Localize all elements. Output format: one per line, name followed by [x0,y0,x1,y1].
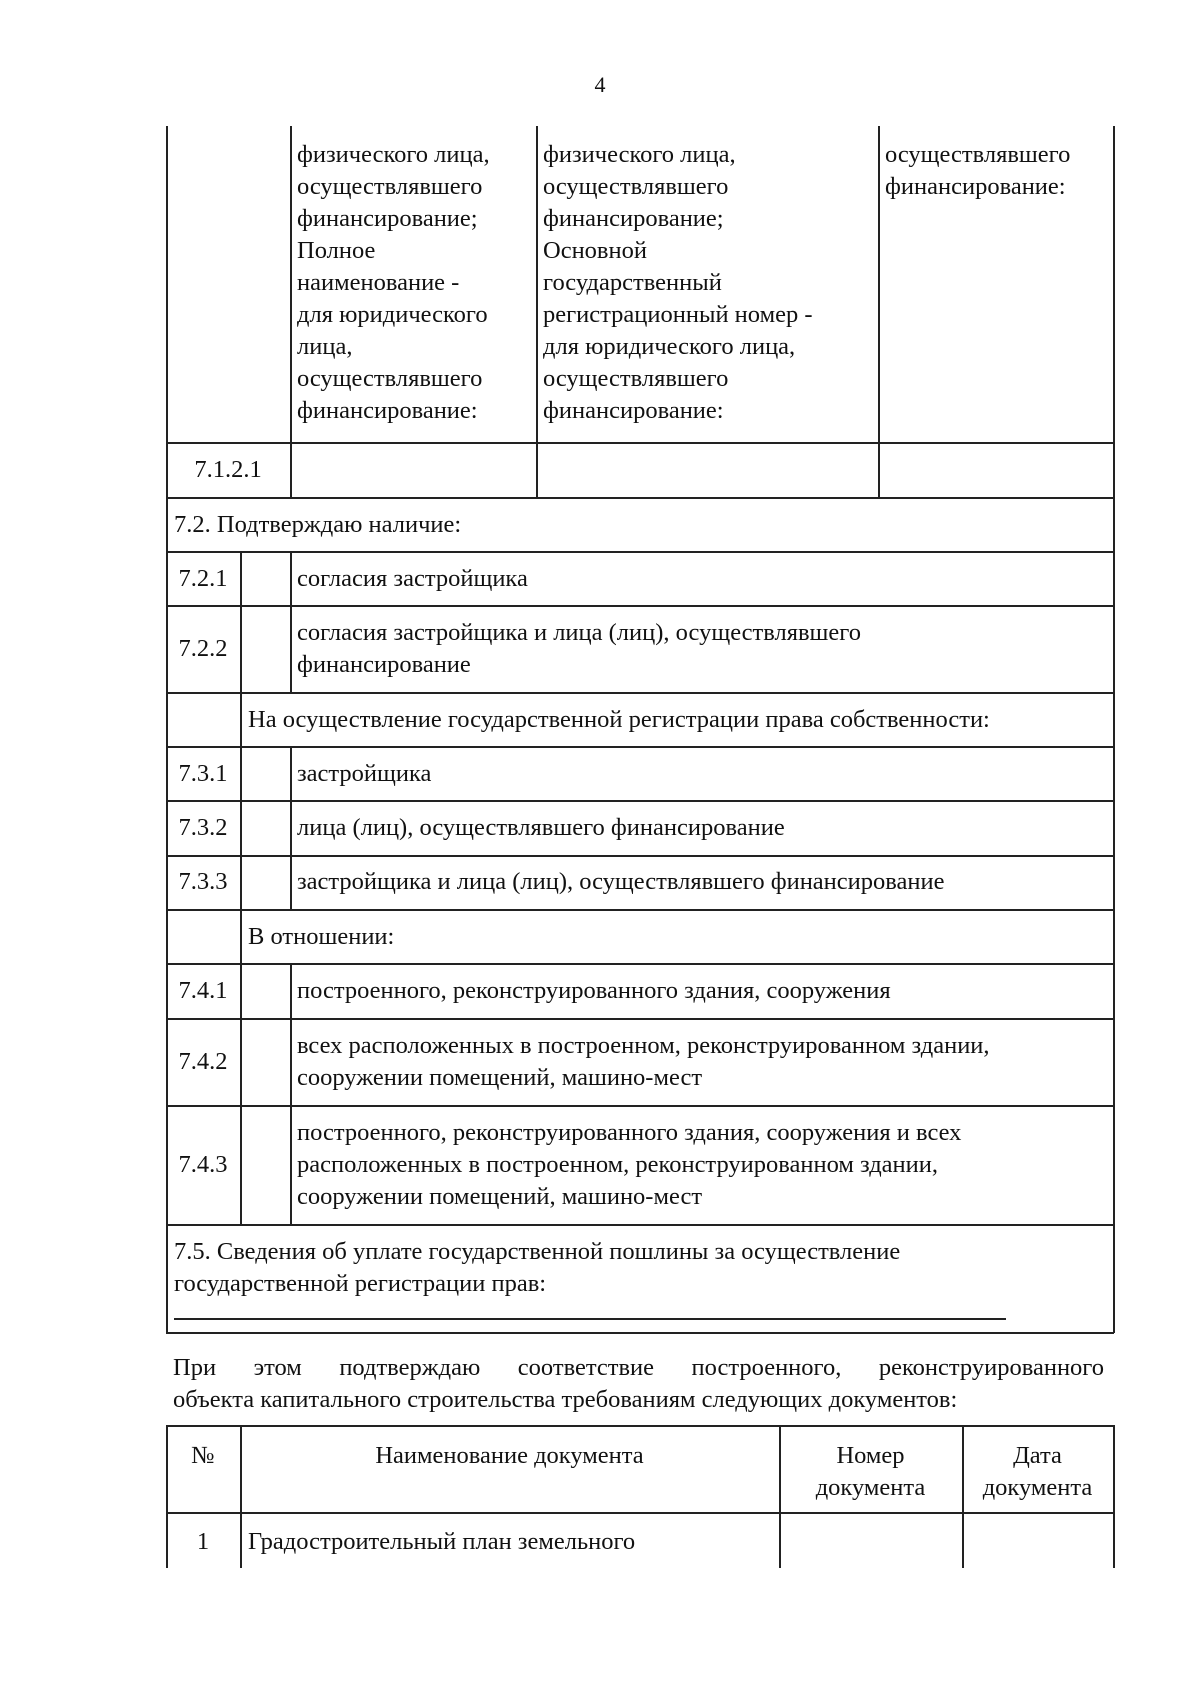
row-divider [166,855,1114,857]
section-7-5-heading: 7.5. Сведения об уплате государственной пошлины за осуществление государственной регистрации прав: [174,1238,901,1297]
row-text-7-3-1: застройщика [297,760,432,787]
row-divider [166,1018,1114,1020]
row-number-7-4-2: 7.4.2 [178,1048,228,1075]
docs-table-border-top [166,1425,1114,1427]
row-divider [166,1224,1114,1226]
checkbox-7-2-2[interactable] [242,607,289,691]
row-number-7-3-2: 7.3.2 [178,814,228,841]
docs-header-document-number: Номер документа [815,1442,926,1501]
checkbox-7-4-1[interactable] [242,965,289,1017]
row-text-7-3-3: застройщика и лица (лиц), осуществлявшего финансирование [297,868,945,895]
row-divider [166,909,1114,911]
row-divider [166,963,1114,965]
docs-header-number-sign: № [191,1442,215,1469]
docs-row-1-number-field[interactable] [781,1514,960,1568]
financier-extra-field[interactable] [880,444,1112,496]
row-number-7-4-1: 7.4.1 [178,977,228,1004]
state-fee-input-line[interactable] [174,1318,1006,1320]
row-number-7-3-3: 7.3.3 [178,868,228,895]
checkbox-7-3-1[interactable] [242,748,289,799]
row-number-7-1-2-1: 7.1.2.1 [194,456,262,483]
checkbox-7-3-3[interactable] [242,857,289,908]
docs-table-border-right [1113,1425,1115,1568]
compliance-paragraph-line-2: объекта капитального строительства требованиям следующих документов: [173,1386,958,1413]
table-border-right [1113,126,1115,1333]
row-divider [166,497,1114,499]
section-7-2-heading: 7.2. Подтверждаю наличие: [174,511,462,538]
checkbox-7-4-3[interactable] [242,1107,289,1223]
row-number-7-4-3: 7.4.3 [178,1151,228,1178]
continuation-cell-col4: осуществлявшего финансирование: [885,141,1071,200]
row-divider [166,605,1114,607]
docs-row-1-name: Градостроительный план земельного [248,1528,636,1555]
row-divider [166,692,1114,694]
row-divider [166,551,1114,553]
row-number-7-2-1: 7.2.1 [178,565,228,592]
row-text-7-4-2: всех расположенных в построенном, реконструированном здании, сооружении помещений, машино-мест [297,1032,990,1091]
docs-row-1-date-field[interactable] [964,1514,1111,1568]
column-divider [290,963,292,1224]
row-text-7-3-2: лица (лиц), осуществлявшего финансирование [297,814,785,841]
page-number: 4 [594,72,606,97]
financier-name-field[interactable] [292,444,534,496]
checkbox-7-3-2[interactable] [242,802,289,854]
compliance-paragraph-line-1: При этом подтверждаю соответствие построенного, реконструированного [173,1354,1104,1381]
checkbox-7-4-2[interactable] [242,1020,289,1104]
row-number-7-2-2: 7.2.2 [178,635,228,662]
row-text-7-4-1: построенного, реконструированного здания, сооружения [297,977,891,1004]
continuation-cell-col2: физического лица, осуществлявшего финансирование; Полное наименование - для юридического лица, осуществлявшего финансирование: [297,141,490,424]
docs-header-document-date: Дата документа [982,1442,1093,1501]
section-7-4-heading: В отношении: [248,923,395,950]
checkbox-7-2-1[interactable] [242,553,289,604]
docs-row-1-number: 1 [196,1528,210,1555]
row-text-7-2-1: согласия застройщика [297,565,528,592]
row-text-7-4-3: построенного, реконструированного здания, сооружения и всех расположенных в построенном, реконструированном здании, сооружении помещений, машино-мест [297,1119,962,1210]
column-divider [290,551,292,692]
column-divider [290,746,292,909]
row-number-7-3-1: 7.3.1 [178,760,228,787]
continuation-cell-col3: физического лица, осуществлявшего финансирование; Основной государственный регистрационный номер - для юридического лица, осуществлявшего финансирование: [543,141,813,424]
row-divider [166,800,1114,802]
row-divider [166,746,1114,748]
docs-header-document-name: Наименование документа [375,1442,644,1469]
row-divider [166,1105,1114,1107]
financier-ogrn-field[interactable] [538,444,876,496]
section-7-3-heading: На осуществление государственной регистрации права собственности: [248,706,990,733]
row-text-7-2-2: согласия застройщика и лица (лиц), осуществлявшего финансирование [297,619,861,678]
table-border-bottom [166,1332,1114,1334]
